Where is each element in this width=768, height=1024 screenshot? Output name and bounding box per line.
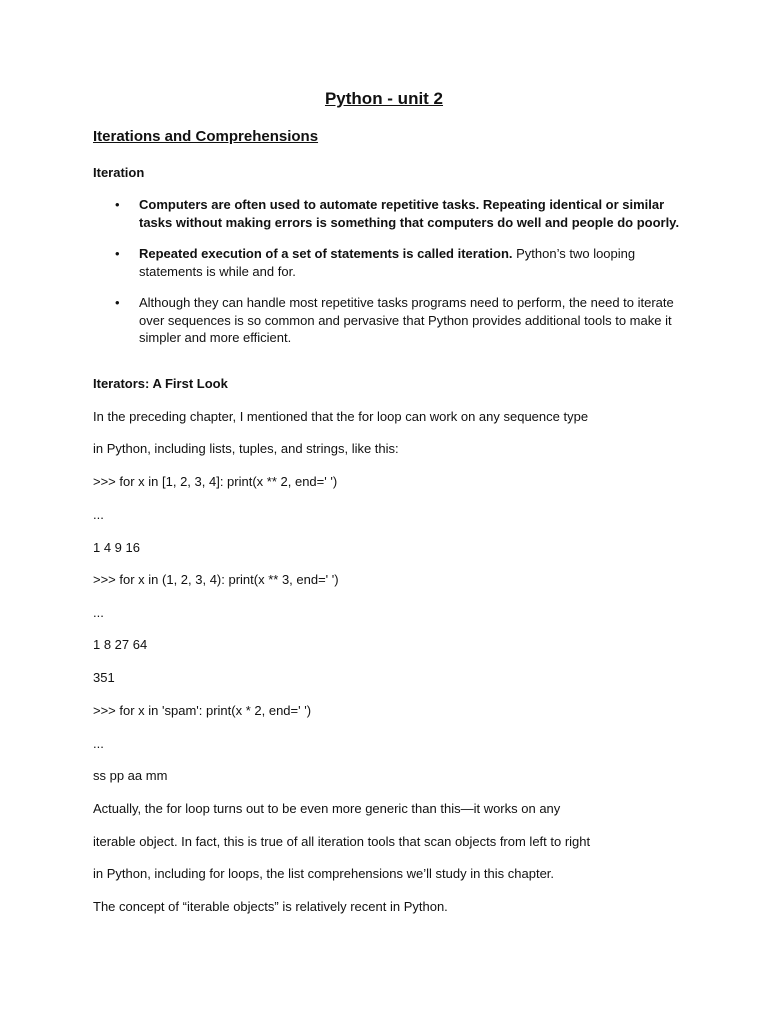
bullet-item bbox=[115, 196, 680, 231]
bullet-text: Python’s two looping statements is while and for. bbox=[139, 246, 636, 279]
section-heading: Iterations and Comprehensions bbox=[93, 128, 319, 145]
bullet-text: Although they can handle most repetitive tasks programs need to perform, the need to iterate over sequences is so common and pervasive that Python provides additional tools to make it simpler and more efficient. bbox=[139, 295, 674, 345]
body-line: Actually, the for loop turns out to be even more generic than this—it works on any bbox=[93, 801, 561, 816]
bullet-bold-text: Repeated execution of a set of statements is called iteration. bbox=[139, 246, 513, 261]
code-line: ... bbox=[93, 736, 104, 751]
output-line: 351 bbox=[93, 670, 115, 685]
iteration-heading: Iteration bbox=[93, 165, 145, 180]
bullet-item bbox=[115, 245, 680, 280]
code-line: ... bbox=[93, 605, 104, 620]
output-line: 1 8 27 64 bbox=[93, 637, 148, 652]
body-line: In the preceding chapter, I mentioned that the for loop can work on any sequence type bbox=[93, 409, 589, 424]
code-line: ... bbox=[93, 507, 104, 522]
body-line: The concept of “iterable objects” is relatively recent in Python. bbox=[93, 899, 448, 914]
bullet-bold-text: Computers are often used to automate repetitive tasks. Repeating identical or similar tasks without making errors is something that computers do well and people do poorly. bbox=[139, 197, 680, 230]
code-line: >>> for x in 'spam': print(x * 2, end=' ') bbox=[93, 703, 312, 718]
bullet-icon: • bbox=[115, 197, 120, 212]
body-line: in Python, including lists, tuples, and strings, like this: bbox=[93, 441, 399, 456]
document-title: Python - unit 2 bbox=[324, 89, 444, 108]
body-line: in Python, including for loops, the list comprehensions we’ll study in this chapter. bbox=[93, 866, 555, 881]
bullet-icon: • bbox=[115, 246, 120, 261]
body-line: iterable object. In fact, this is true of all iteration tools that scan objects from left to right bbox=[93, 834, 591, 849]
output-line: ss pp aa mm bbox=[93, 768, 168, 783]
code-line: >>> for x in [1, 2, 3, 4]: print(x ** 2, end=' ') bbox=[93, 474, 338, 489]
code-line: >>> for x in (1, 2, 3, 4): print(x ** 3, end=' ') bbox=[93, 572, 339, 587]
bullet-list bbox=[115, 196, 680, 361]
output-line: 1 4 9 16 bbox=[93, 540, 140, 555]
bullet-item bbox=[115, 294, 680, 347]
iterators-heading: Iterators: A First Look bbox=[93, 376, 228, 391]
bullet-icon: • bbox=[115, 295, 120, 310]
